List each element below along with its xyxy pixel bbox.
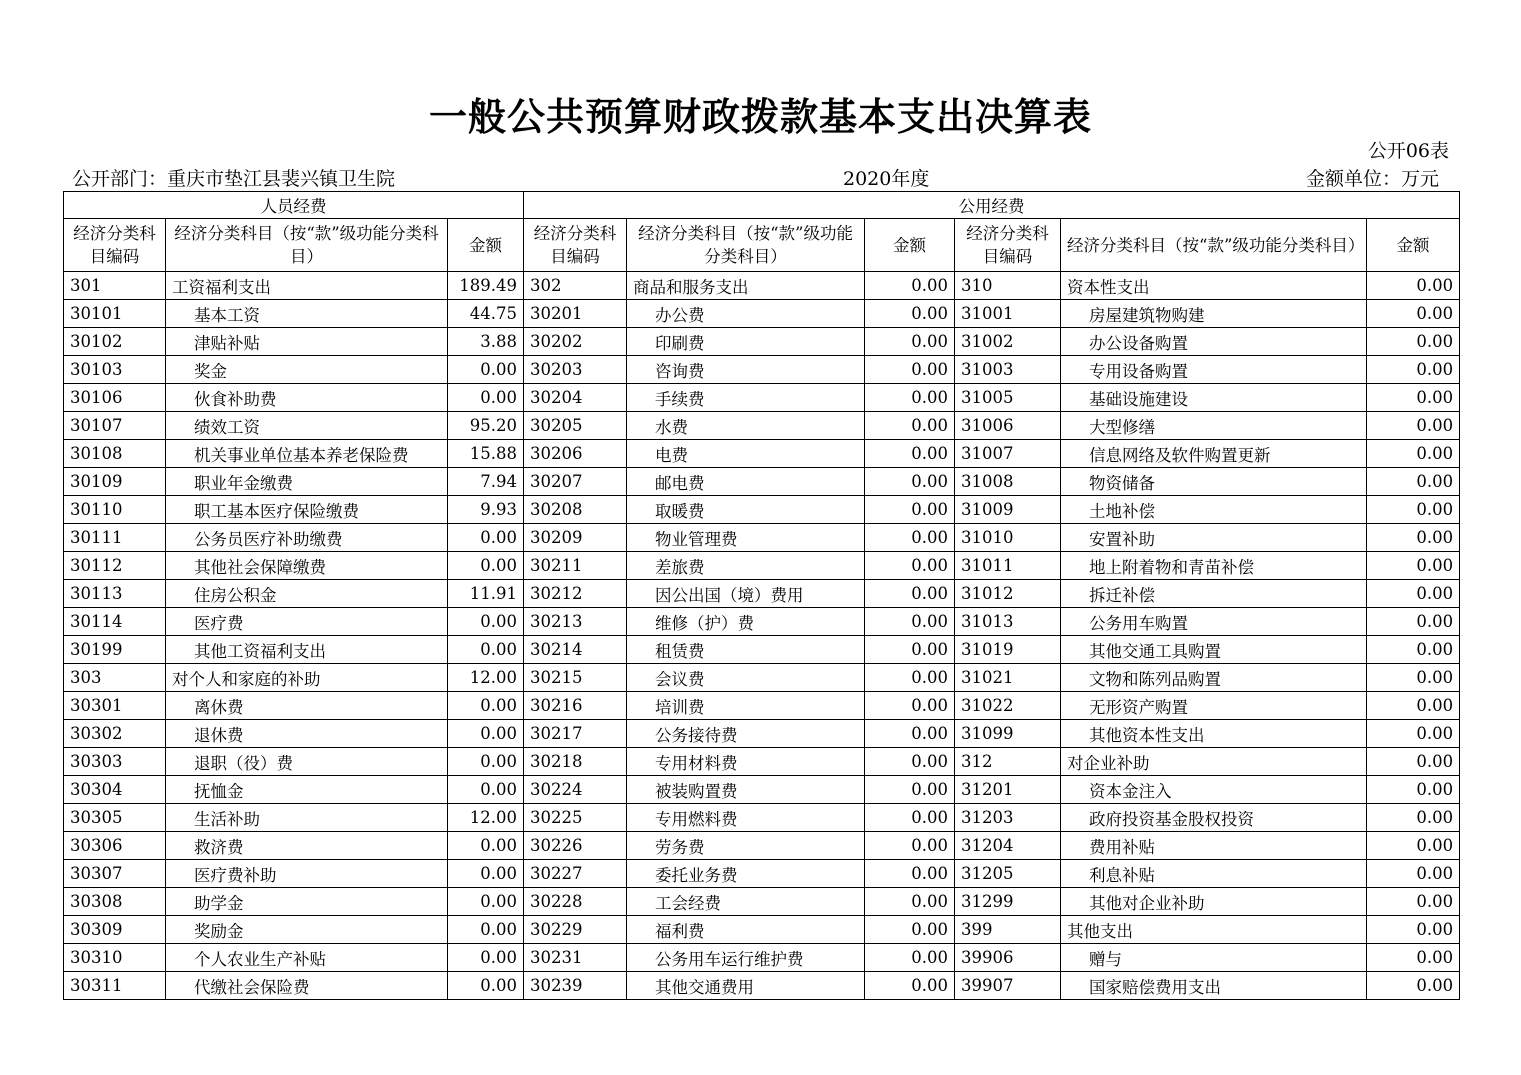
name-cell: 公务用车运行维护费 — [627, 944, 865, 972]
code-cell: 39907 — [955, 972, 1061, 1000]
table-row — [64, 440, 1460, 468]
code-cell: 31010 — [955, 524, 1061, 552]
table-row — [64, 412, 1460, 440]
code-cell: 31204 — [955, 832, 1061, 860]
table-row — [64, 916, 1460, 944]
code-cell: 30209 — [524, 524, 627, 552]
table-row — [64, 748, 1460, 776]
amount-cell: 0.00 — [865, 636, 955, 664]
code-cell: 30215 — [524, 664, 627, 692]
code-cell: 30111 — [64, 524, 166, 552]
table-row — [64, 888, 1460, 916]
amount-cell: 0.00 — [865, 552, 955, 580]
amount-cell: 0.00 — [865, 944, 955, 972]
name-cell: 办公费 — [627, 300, 865, 328]
amount-cell: 0.00 — [1367, 384, 1460, 412]
table-row — [64, 608, 1460, 636]
amount-cell: 0.00 — [448, 636, 524, 664]
name-cell: 差旅费 — [627, 552, 865, 580]
amount-cell: 0.00 — [865, 748, 955, 776]
code-cell: 31021 — [955, 664, 1061, 692]
amount-cell: 0.00 — [865, 972, 955, 1000]
code-cell: 30106 — [64, 384, 166, 412]
name-cell: 职工基本医疗保险缴费 — [166, 496, 448, 524]
name-cell: 职业年金缴费 — [166, 468, 448, 496]
code-cell: 30227 — [524, 860, 627, 888]
code-cell: 30114 — [64, 608, 166, 636]
code-cell: 30107 — [64, 412, 166, 440]
name-cell: 专用设备购置 — [1061, 356, 1367, 384]
table-row — [64, 496, 1460, 524]
table-row — [64, 944, 1460, 972]
name-cell: 手续费 — [627, 384, 865, 412]
code-cell: 31003 — [955, 356, 1061, 384]
amount-cell: 0.00 — [448, 524, 524, 552]
name-cell: 费用补贴 — [1061, 832, 1367, 860]
name-cell: 住房公积金 — [166, 580, 448, 608]
amount-cell: 0.00 — [448, 748, 524, 776]
code-cell: 31201 — [955, 776, 1061, 804]
name-cell: 文物和陈列品购置 — [1061, 664, 1367, 692]
name-cell: 咨询费 — [627, 356, 865, 384]
amount-cell: 0.00 — [1367, 860, 1460, 888]
amount-cell: 0.00 — [1367, 944, 1460, 972]
name-cell: 公务用车购置 — [1061, 608, 1367, 636]
code-cell: 30216 — [524, 692, 627, 720]
amount-cell: 0.00 — [865, 860, 955, 888]
name-cell: 绩效工资 — [166, 412, 448, 440]
name-cell: 专用燃料费 — [627, 804, 865, 832]
page-title: 一般公共预算财政拨款基本支出决算表 — [428, 95, 1092, 139]
code-cell: 30224 — [524, 776, 627, 804]
code-cell: 39906 — [955, 944, 1061, 972]
code-cell: 303 — [64, 664, 166, 692]
group-public: 公用经费 — [524, 192, 1460, 219]
name-cell: 劳务费 — [627, 832, 865, 860]
code-cell: 30303 — [64, 748, 166, 776]
col-name: 经济分类科目（按“款”级功能分类科目） — [1061, 219, 1367, 272]
amount-cell: 12.00 — [448, 664, 524, 692]
fiscal-year: 2020年度 — [843, 168, 930, 190]
amount-cell: 15.88 — [448, 440, 524, 468]
code-cell: 31001 — [955, 300, 1061, 328]
code-cell: 30202 — [524, 328, 627, 356]
name-cell: 救济费 — [166, 832, 448, 860]
code-cell: 31005 — [955, 384, 1061, 412]
col-code: 经济分类科目编码 — [64, 219, 166, 272]
amount-cell: 0.00 — [1367, 916, 1460, 944]
amount-cell: 0.00 — [1367, 720, 1460, 748]
amount-cell: 0.00 — [448, 720, 524, 748]
code-cell: 31205 — [955, 860, 1061, 888]
name-cell: 水费 — [627, 412, 865, 440]
code-cell: 30207 — [524, 468, 627, 496]
code-cell: 30203 — [524, 356, 627, 384]
amount-cell: 0.00 — [865, 384, 955, 412]
code-cell: 31009 — [955, 496, 1061, 524]
table-row — [64, 972, 1460, 1000]
code-cell: 30206 — [524, 440, 627, 468]
amount-cell: 0.00 — [865, 832, 955, 860]
name-cell: 资本金注入 — [1061, 776, 1367, 804]
name-cell: 国家赔偿费用支出 — [1061, 972, 1367, 1000]
amount-cell: 0.00 — [865, 720, 955, 748]
table-row — [64, 636, 1460, 664]
code-cell: 399 — [955, 916, 1061, 944]
code-cell: 30109 — [64, 468, 166, 496]
code-cell: 30208 — [524, 496, 627, 524]
name-cell: 电费 — [627, 440, 865, 468]
name-cell: 被装购置费 — [627, 776, 865, 804]
amount-cell: 0.00 — [448, 776, 524, 804]
amount-cell: 0.00 — [1367, 300, 1460, 328]
amount-cell: 0.00 — [1367, 972, 1460, 1000]
code-cell: 31099 — [955, 720, 1061, 748]
amount-cell: 0.00 — [1367, 608, 1460, 636]
name-cell: 对个人和家庭的补助 — [166, 664, 448, 692]
code-cell: 30229 — [524, 916, 627, 944]
amount-cell: 0.00 — [865, 580, 955, 608]
expenditure-table — [63, 191, 1460, 1000]
name-cell: 其他资本性支出 — [1061, 720, 1367, 748]
name-cell: 维修（护）费 — [627, 608, 865, 636]
code-cell: 30199 — [64, 636, 166, 664]
code-cell: 30108 — [64, 440, 166, 468]
name-cell: 无形资产购置 — [1061, 692, 1367, 720]
amount-cell: 0.00 — [1367, 496, 1460, 524]
code-cell: 31002 — [955, 328, 1061, 356]
name-cell: 房屋建筑物购建 — [1061, 300, 1367, 328]
col-code: 经济分类科目编码 — [524, 219, 627, 272]
name-cell: 离休费 — [166, 692, 448, 720]
name-cell: 拆迁补偿 — [1061, 580, 1367, 608]
code-cell: 30310 — [64, 944, 166, 972]
amount-cell: 0.00 — [865, 776, 955, 804]
code-cell: 30110 — [64, 496, 166, 524]
amount-cell: 0.00 — [865, 412, 955, 440]
code-cell: 31008 — [955, 468, 1061, 496]
amount-cell: 9.93 — [448, 496, 524, 524]
name-cell: 其他交通费用 — [627, 972, 865, 1000]
amount-cell: 95.20 — [448, 412, 524, 440]
amount-cell: 0.00 — [448, 692, 524, 720]
code-cell: 30218 — [524, 748, 627, 776]
code-cell: 31299 — [955, 888, 1061, 916]
name-cell: 赠与 — [1061, 944, 1367, 972]
name-cell: 津贴补贴 — [166, 328, 448, 356]
col-amount: 金额 — [448, 219, 524, 272]
amount-cell: 0.00 — [865, 328, 955, 356]
code-cell: 30301 — [64, 692, 166, 720]
code-cell: 302 — [524, 272, 627, 300]
amount-cell: 0.00 — [1367, 664, 1460, 692]
code-cell: 30309 — [64, 916, 166, 944]
name-cell: 福利费 — [627, 916, 865, 944]
table-row — [64, 272, 1460, 300]
name-cell: 机关事业单位基本养老保险费 — [166, 440, 448, 468]
name-cell: 抚恤金 — [166, 776, 448, 804]
amount-cell: 0.00 — [1367, 552, 1460, 580]
name-cell: 其他交通工具购置 — [1061, 636, 1367, 664]
amount-cell: 0.00 — [1367, 524, 1460, 552]
amount-cell: 0.00 — [865, 300, 955, 328]
amount-cell: 7.94 — [448, 468, 524, 496]
amount-cell: 12.00 — [448, 804, 524, 832]
code-cell: 30225 — [524, 804, 627, 832]
amount-cell: 0.00 — [865, 888, 955, 916]
name-cell: 地上附着物和青苗补偿 — [1061, 552, 1367, 580]
amount-cell: 0.00 — [1367, 440, 1460, 468]
name-cell: 政府投资基金股权投资 — [1061, 804, 1367, 832]
code-cell: 30204 — [524, 384, 627, 412]
col-name: 经济分类科目（按“款”级功能分类科目） — [166, 219, 448, 272]
table-row — [64, 720, 1460, 748]
name-cell: 退职（役）费 — [166, 748, 448, 776]
code-cell: 30308 — [64, 888, 166, 916]
amount-cell: 0.00 — [865, 692, 955, 720]
name-cell: 助学金 — [166, 888, 448, 916]
code-cell: 30101 — [64, 300, 166, 328]
code-cell: 30302 — [64, 720, 166, 748]
amount-cell: 0.00 — [1367, 832, 1460, 860]
code-cell: 30239 — [524, 972, 627, 1000]
table-number: 公开06表 — [1367, 140, 1449, 162]
name-cell: 代缴社会保险费 — [166, 972, 448, 1000]
amount-cell: 0.00 — [865, 524, 955, 552]
code-cell: 30226 — [524, 832, 627, 860]
name-cell: 委托业务费 — [627, 860, 865, 888]
name-cell: 资本性支出 — [1061, 272, 1367, 300]
code-cell: 30102 — [64, 328, 166, 356]
name-cell: 伙食补助费 — [166, 384, 448, 412]
amount-cell: 0.00 — [1367, 692, 1460, 720]
name-cell: 医疗费补助 — [166, 860, 448, 888]
code-cell: 30214 — [524, 636, 627, 664]
name-cell: 印刷费 — [627, 328, 865, 356]
name-cell: 物业管理费 — [627, 524, 865, 552]
amount-cell: 0.00 — [448, 384, 524, 412]
amount-cell: 0.00 — [1367, 748, 1460, 776]
code-cell: 30212 — [524, 580, 627, 608]
amount-cell: 0.00 — [865, 356, 955, 384]
code-cell: 30305 — [64, 804, 166, 832]
amount-cell: 0.00 — [448, 552, 524, 580]
table-row — [64, 776, 1460, 804]
name-cell: 因公出国（境）费用 — [627, 580, 865, 608]
table-body — [64, 272, 1460, 1000]
amount-cell: 189.49 — [448, 272, 524, 300]
table-row — [64, 300, 1460, 328]
table-row — [64, 832, 1460, 860]
name-cell: 专用材料费 — [627, 748, 865, 776]
name-cell: 工资福利支出 — [166, 272, 448, 300]
code-cell: 310 — [955, 272, 1061, 300]
name-cell: 医疗费 — [166, 608, 448, 636]
table-row — [64, 580, 1460, 608]
amount-cell: 0.00 — [448, 888, 524, 916]
table-row — [64, 524, 1460, 552]
code-cell: 30307 — [64, 860, 166, 888]
amount-cell: 0.00 — [448, 608, 524, 636]
code-cell: 31022 — [955, 692, 1061, 720]
name-cell: 公务员医疗补助缴费 — [166, 524, 448, 552]
code-cell: 30217 — [524, 720, 627, 748]
name-cell: 公务接待费 — [627, 720, 865, 748]
name-cell: 利息补贴 — [1061, 860, 1367, 888]
amount-cell: 0.00 — [448, 944, 524, 972]
table-row — [64, 468, 1460, 496]
table-row — [64, 664, 1460, 692]
name-cell: 土地补偿 — [1061, 496, 1367, 524]
amount-cell: 0.00 — [448, 832, 524, 860]
table-row — [64, 384, 1460, 412]
code-cell: 30201 — [524, 300, 627, 328]
name-cell: 安置补助 — [1061, 524, 1367, 552]
amount-cell: 3.88 — [448, 328, 524, 356]
amount-cell: 0.00 — [1367, 888, 1460, 916]
code-cell: 30311 — [64, 972, 166, 1000]
amount-cell: 0.00 — [448, 356, 524, 384]
name-cell: 租赁费 — [627, 636, 865, 664]
code-cell: 30306 — [64, 832, 166, 860]
name-cell: 会议费 — [627, 664, 865, 692]
name-cell: 办公设备购置 — [1061, 328, 1367, 356]
amount-cell: 0.00 — [1367, 356, 1460, 384]
col-amount: 金额 — [1367, 219, 1460, 272]
table-row — [64, 860, 1460, 888]
amount-cell: 0.00 — [865, 916, 955, 944]
amount-cell: 0.00 — [448, 916, 524, 944]
name-cell: 生活补助 — [166, 804, 448, 832]
amount-cell: 44.75 — [448, 300, 524, 328]
code-cell: 31012 — [955, 580, 1061, 608]
name-cell: 其他支出 — [1061, 916, 1367, 944]
amount-cell: 0.00 — [865, 804, 955, 832]
amount-cell: 0.00 — [865, 608, 955, 636]
amount-cell: 0.00 — [865, 440, 955, 468]
code-cell: 30211 — [524, 552, 627, 580]
code-cell: 31013 — [955, 608, 1061, 636]
group-personnel: 人员经费 — [64, 192, 524, 219]
code-cell: 31011 — [955, 552, 1061, 580]
code-cell: 30231 — [524, 944, 627, 972]
code-cell: 30228 — [524, 888, 627, 916]
code-cell: 30103 — [64, 356, 166, 384]
name-cell: 物资储备 — [1061, 468, 1367, 496]
amount-cell: 0.00 — [1367, 636, 1460, 664]
code-cell: 31006 — [955, 412, 1061, 440]
code-cell: 31019 — [955, 636, 1061, 664]
code-cell: 30205 — [524, 412, 627, 440]
col-name: 经济分类科目（按“款”级功能分类科目） — [627, 219, 865, 272]
col-amount: 金额 — [865, 219, 955, 272]
amount-cell: 0.00 — [865, 272, 955, 300]
amount-cell: 0.00 — [865, 496, 955, 524]
code-cell: 31007 — [955, 440, 1061, 468]
name-cell: 商品和服务支出 — [627, 272, 865, 300]
code-cell: 301 — [64, 272, 166, 300]
amount-cell: 0.00 — [448, 860, 524, 888]
col-code: 经济分类科目编码 — [955, 219, 1061, 272]
amount-cell: 0.00 — [1367, 776, 1460, 804]
name-cell: 其他工资福利支出 — [166, 636, 448, 664]
name-cell: 其他社会保障缴费 — [166, 552, 448, 580]
amount-unit: 金额单位：万元 — [1305, 168, 1439, 190]
code-cell: 30113 — [64, 580, 166, 608]
department-label: 公开部门：重庆市垫江县裴兴镇卫生院 — [72, 168, 396, 190]
code-cell: 30304 — [64, 776, 166, 804]
table-row — [64, 356, 1460, 384]
amount-cell: 11.91 — [448, 580, 524, 608]
table-row — [64, 692, 1460, 720]
name-cell: 其他对企业补助 — [1061, 888, 1367, 916]
table-row — [64, 552, 1460, 580]
name-cell: 奖金 — [166, 356, 448, 384]
name-cell: 邮电费 — [627, 468, 865, 496]
name-cell: 对企业补助 — [1061, 748, 1367, 776]
amount-cell: 0.00 — [1367, 328, 1460, 356]
name-cell: 取暖费 — [627, 496, 865, 524]
name-cell: 基本工资 — [166, 300, 448, 328]
name-cell: 个人农业生产补贴 — [166, 944, 448, 972]
table-row — [64, 804, 1460, 832]
name-cell: 工会经费 — [627, 888, 865, 916]
amount-cell: 0.00 — [865, 664, 955, 692]
amount-cell: 0.00 — [1367, 804, 1460, 832]
name-cell: 大型修缮 — [1061, 412, 1367, 440]
amount-cell: 0.00 — [448, 972, 524, 1000]
code-cell: 30112 — [64, 552, 166, 580]
name-cell: 基础设施建设 — [1061, 384, 1367, 412]
code-cell: 30213 — [524, 608, 627, 636]
amount-cell: 0.00 — [1367, 412, 1460, 440]
table-row — [64, 328, 1460, 356]
name-cell: 培训费 — [627, 692, 865, 720]
amount-cell: 0.00 — [1367, 468, 1460, 496]
name-cell: 信息网络及软件购置更新 — [1061, 440, 1367, 468]
amount-cell: 0.00 — [865, 468, 955, 496]
code-cell: 312 — [955, 748, 1061, 776]
amount-cell: 0.00 — [1367, 272, 1460, 300]
amount-cell: 0.00 — [1367, 580, 1460, 608]
name-cell: 奖励金 — [166, 916, 448, 944]
name-cell: 退休费 — [166, 720, 448, 748]
code-cell: 31203 — [955, 804, 1061, 832]
